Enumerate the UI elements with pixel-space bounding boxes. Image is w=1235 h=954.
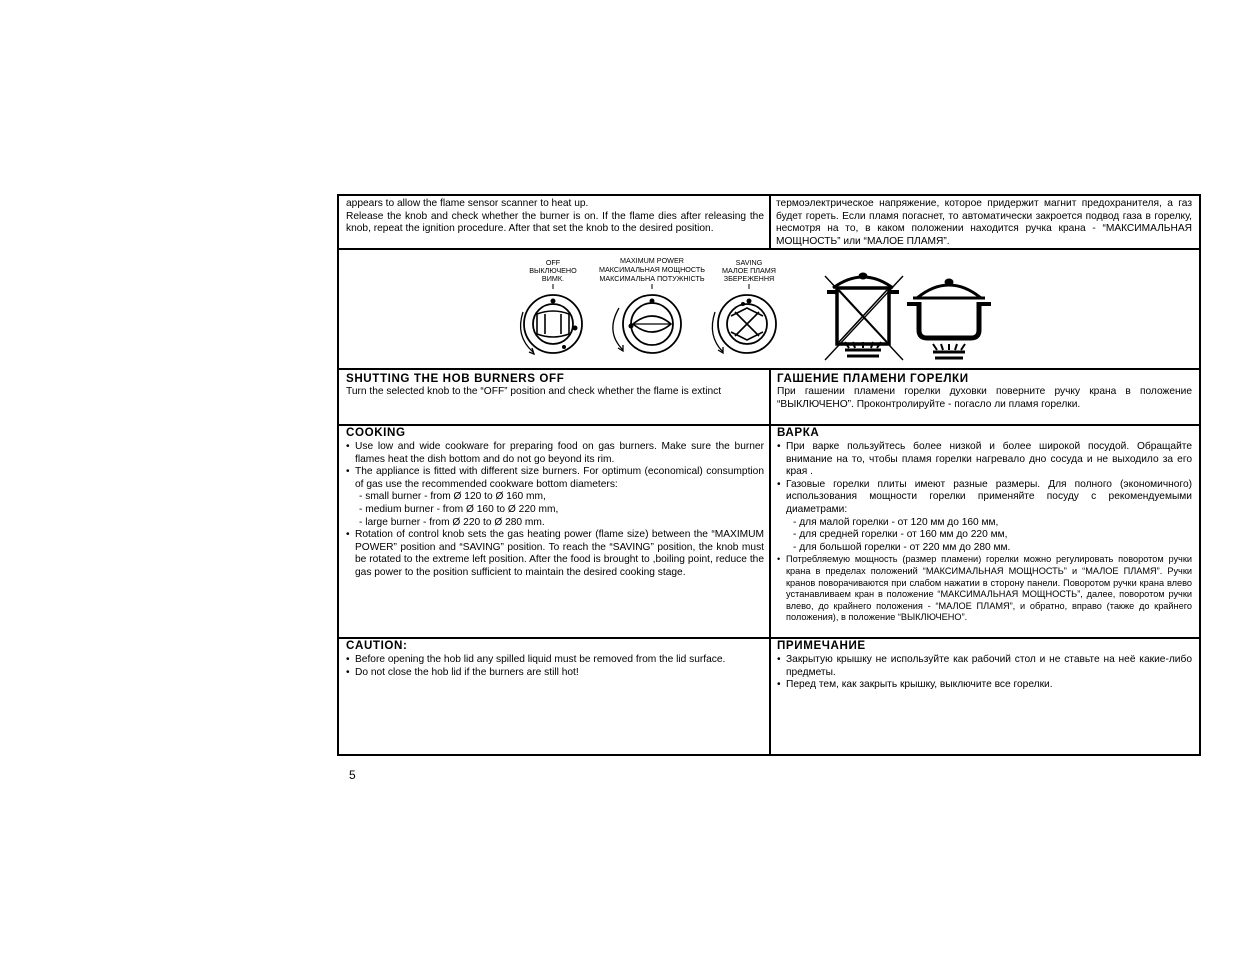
list-item: • The appliance is fitted with different size burners. For optimum (economical) consumption of gas use the recommended cookware bottom diameters:: [346, 466, 764, 491]
shutting-en-cell: [346, 372, 764, 399]
list-item: • Before opening the hob lid any spilled liquid must be removed from the lid surface.: [346, 654, 764, 667]
knob-max-icon: [613, 284, 681, 353]
shutting-ru-text: При гашении пламени горелки духовки поверните ручку крана в положение “ВЫКЛЮЧЕНО”. Проконтролируйте - погасло ли пламя горелки.: [777, 386, 1192, 410]
wrong-cookware-icon: [825, 273, 903, 360]
intro-en-line1: appears to allow the flame sensor scanner to heat up.: [346, 198, 589, 209]
knob-off-dot: [562, 345, 566, 349]
off-label-ru: ВЫКЛЮЧЕНО: [529, 266, 577, 275]
caution-ru-cell: [777, 639, 1192, 692]
manual-table: [337, 194, 1201, 756]
intro-ru-cell: [776, 198, 1192, 248]
cooking-en-size-medium: - medium burner - from Ø 160 to Ø 220 mm,: [359, 503, 559, 515]
list-item: • Перед тем, как закрыть крышку, выключите все горелки.: [777, 679, 1192, 692]
caution-en-title: CAUTION:: [346, 639, 408, 652]
intro-ru-text: термоэлектрическое напряжение, которое придержит магнит предохранителя, а газ будет гореть. Если пламя погаснет, то автоматически закроется подвод газа в горелку, несмотря на то, в каком положении находится ручка крана - “МАКСИМАЛЬНАЯ МОЩНОСТЬ” или “МАЛОЕ ПЛАМЯ”.: [776, 198, 1192, 247]
cooking-ru-size-large: - для большой горелки - от 220 мм до 280 мм.: [793, 541, 1011, 553]
cooking-en-list: [346, 441, 764, 491]
knob-saving-icon: [712, 284, 776, 353]
column-divider-bottom: [769, 370, 771, 754]
cooking-ru-list-2: [777, 554, 1192, 624]
max-label: MAXIMUM POWER: [620, 256, 684, 265]
caution-ru-list: [777, 654, 1192, 692]
correct-cookware-icon: [907, 279, 991, 358]
max-label-ru: МАКСИМАЛЬНАЯ МОЩНОСТЬ: [599, 265, 705, 274]
list-item: • Газовые горелки плиты имеют разные размеры. Для полного (экономичного) использования мощности горелки применяйте посуду с рекомендуемыми диаметрами:: [777, 479, 1192, 517]
knob-off-dot: [573, 326, 578, 331]
saving-label-ua: ЗБЕРЕЖЕННЯ: [723, 274, 775, 283]
list-item: • Rotation of control knob sets the gas heating power (flame size) between the “MAXIMUM POWER” position and “SAVING” position. To reach the “SAVING” position, the knob must be rotated to the extreme left position. After the food is brought to ,boiling point, reduce the gas power to the position sufficient to maintain the desired cooking stage.: [346, 529, 764, 579]
cooking-ru-title: ВАРКА: [777, 426, 820, 439]
cooking-en-list-2: [346, 529, 764, 579]
caution-en-list: [346, 654, 764, 679]
saving-label: SAVING: [735, 258, 763, 267]
row-divider: [339, 368, 1199, 370]
max-label-ua: МАКСИМАЛЬНА ПОТУЖНІСТЬ: [599, 274, 705, 283]
cooking-en-title: COOKING: [346, 426, 406, 439]
cooking-en-cell: [346, 426, 764, 580]
list-item: • Закрытую крышку не используйте как рабочий стол и не ставьте на неё какие-либо предметы.: [777, 654, 1192, 679]
cooking-ru-list: [777, 441, 1192, 517]
knob-off-dot: [551, 299, 556, 304]
cooking-ru-size-small: - для малой горелки - от 120 мм до 160 мм,: [793, 516, 999, 528]
saving-label-ru: МАЛОЕ ПЛАМЯ: [722, 266, 776, 275]
page-number: 5: [349, 768, 356, 782]
shutting-en-text: Turn the selected knob to the “OFF” position and check whether the flame is extinct: [346, 386, 722, 397]
list-item: • Do not close the hob lid if the burners are still hot!: [346, 667, 764, 680]
cooking-ru-cell: [777, 426, 1192, 624]
knob-max-dot: [629, 324, 634, 329]
list-item: • Use low and wide cookware for preparing food on gas burners. Make sure the burner flames heat the dish bottom and do not go beyond its rim.: [346, 441, 764, 466]
knob-saving-dot: [741, 302, 745, 306]
caution-en-cell: [346, 639, 764, 679]
off-label: OFF: [545, 258, 561, 267]
intro-en-cell: [346, 198, 764, 236]
cooking-ru-size-medium: - для средней горелки - от 160 мм до 220 мм,: [793, 529, 1008, 541]
off-label-ua: ВИМК.: [541, 274, 565, 283]
shutting-en-title: SHUTTING THE HOB BURNERS OFF: [346, 372, 565, 385]
knob-max-dot: [650, 299, 655, 304]
knob-saving-dot: [747, 299, 752, 304]
caution-ru-title: ПРИМЕЧАНИЕ: [777, 639, 866, 652]
column-divider-top: [769, 196, 771, 248]
intro-en-line2: Release the knob and check whether the burner is on. If the flame dies after releasing the knob, repeat the ignition procedure. After that set the knob to the desired position.: [346, 210, 764, 235]
shutting-ru-title: ГАШЕНИЕ ПЛАМЕНИ ГОРЕЛКИ: [777, 372, 969, 385]
knob-and-cookware-illustration: [507, 252, 1047, 368]
list-item: • При варке пользуйтесь более низкой и более широкой посудой. Обращайте внимание на то, чтобы пламя горелки нагревало дно сосуда и не выходило за его края .: [777, 441, 1192, 479]
cooking-en-size-small: - small burner - from Ø 120 to Ø 160 mm,: [359, 491, 546, 503]
shutting-ru-cell: [777, 372, 1192, 411]
list-item: • Потребляемую мощность (размер пламени) горелки можно регулировать поворотом ручки крана в пределах положений “МАКСИМАЛЬНАЯ МОЩНОСТЬ” и “МАЛОЕ ПЛАМЯ”. Ручки кранов поворачиваются при слабом нажатии в сторону панели. Поворотом ручки крана влево устанавливаем кран в положение “МАКСИМАЛЬНАЯ МОЩНОСТЬ”, далее, поворотом ручки влево, до крайнего положения - “МАЛОЕ ПЛАМЯ”, и обратно, вправо (также до крайнего положения), в положение “ВЫКЛЮЧЕНО”.: [777, 554, 1192, 624]
cooking-en-size-large: - large burner - from Ø 220 to Ø 280 mm.: [359, 516, 545, 528]
knob-off-icon: [521, 284, 582, 354]
